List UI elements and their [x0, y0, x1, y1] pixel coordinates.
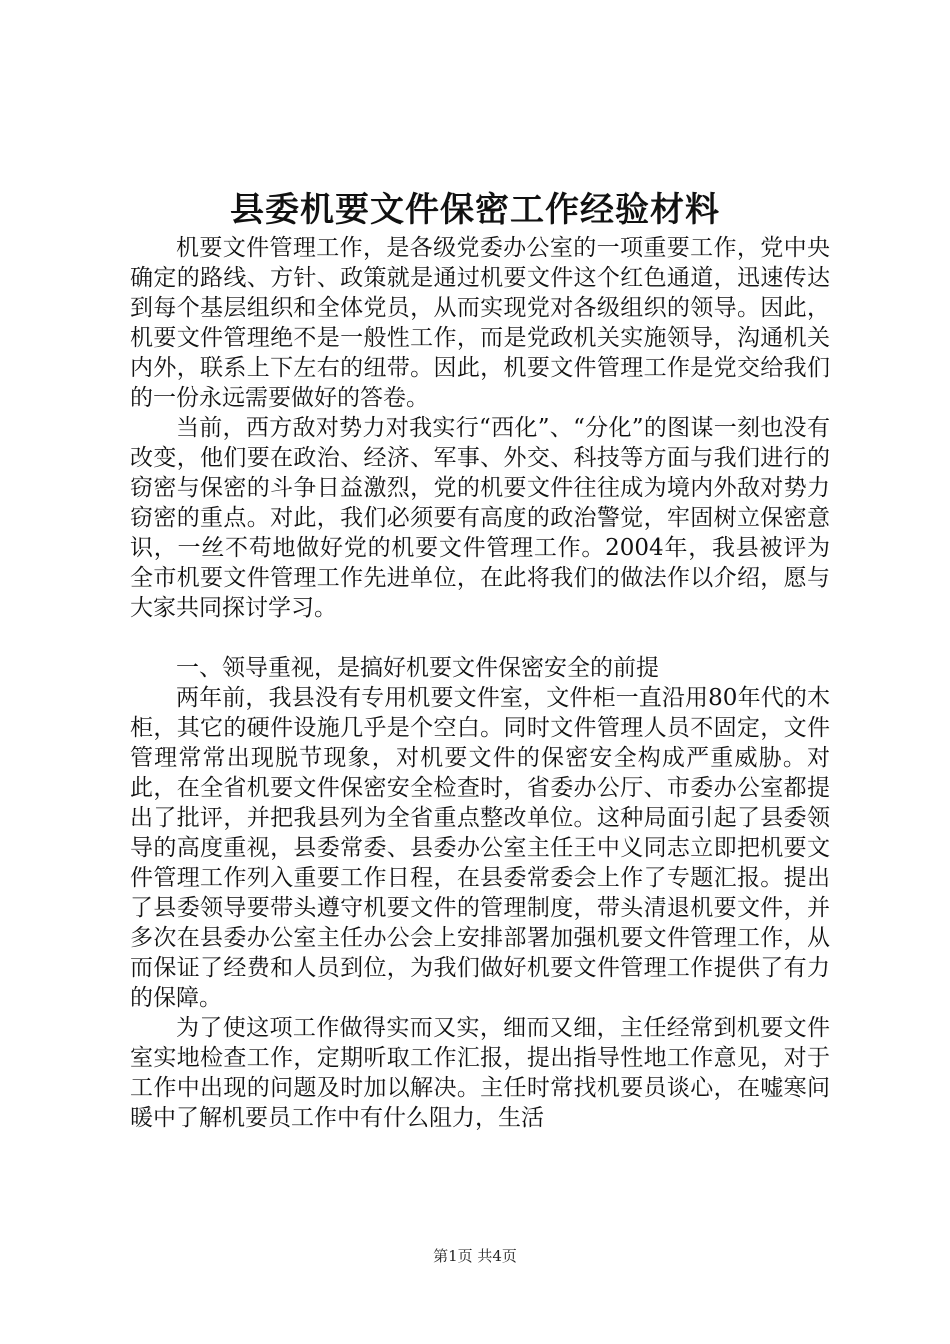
paragraph-spacer: [130, 623, 830, 653]
intro-paragraph-1: 机要文件管理工作，是各级党委办公室的一项重要工作，党中央确定的路线、方针、政策就是通过机要文件这个红色通道，迅速传达到每个基层组织和全体党员，从而实现党对各级组织的领导。因此，机要文件管理绝不是一般性工作，而是党政机关实施领导，沟通机关内外，联系上下左右的纽带。因此，机要文件管理工作是党交给我们的一份永远需要做好的答卷。: [130, 235, 830, 411]
section-heading: 一、领导重视，是搞好机要文件保密安全的前提: [176, 655, 659, 681]
document-title: 县委机要文件保密工作经验材料: [230, 190, 720, 230]
document-body: [130, 233, 830, 1133]
section-paragraph-2: 为了使这项工作做得实而又实，细而又细，主任经常到机要文件室实地检查工作，定期听取工作汇报，提出指导性地工作意见，对于工作中出现的问题及时加以解决。主任时常找机要员谈心，在嘘寒问暖中了解机要员工作中有什么阻力，生活: [130, 1015, 830, 1131]
page-footer: 第1页 共4页: [433, 1247, 517, 1265]
intro-paragraph-2: 当前，西方敌对势力对我实行“西化”、“分化”的图谋一刻也没有改变，他们要在政治、经济、军事、外交、科技等方面与我们进行的窃密与保密的斗争日益激烈，党的机要文件往往成为境内外敌对势力窃密的重点。对此，我们必须要有高度的政治警觉，牢固树立保密意识，一丝不苟地做好党的机要文件管理工作。2004年，我县被评为全市机要文件管理工作先进单位，在此将我们的做法作以介绍，愿与大家共同探讨学习。: [130, 415, 830, 621]
section-paragraph-1: 两年前，我县没有专用机要文件室，文件柜一直沿用80年代的木柜，其它的硬件设施几乎是个空白。同时文件管理人员不固定，文件管理常常出现脱节现象，对机要文件的保密安全构成严重威胁。对此，在全省机要文件保密安全检查时，省委办公厅、市委办公室都提出了批评，并把我县列为全省重点整改单位。这种局面引起了县委领导的高度重视，县委常委、县委办公室主任王中义同志立即把机要文件管理工作列入重要工作日程，在县委常委会上作了专题汇报。提出了县委领导要带头遵守机要文件的管理制度，带头清退机要文件，并多次在县委办公室主任办公会上安排部署加强机要文件管理工作，从而保证了经费和人员到位，为我们做好机要文件管理工作提供了有力的保障。: [130, 685, 830, 1011]
